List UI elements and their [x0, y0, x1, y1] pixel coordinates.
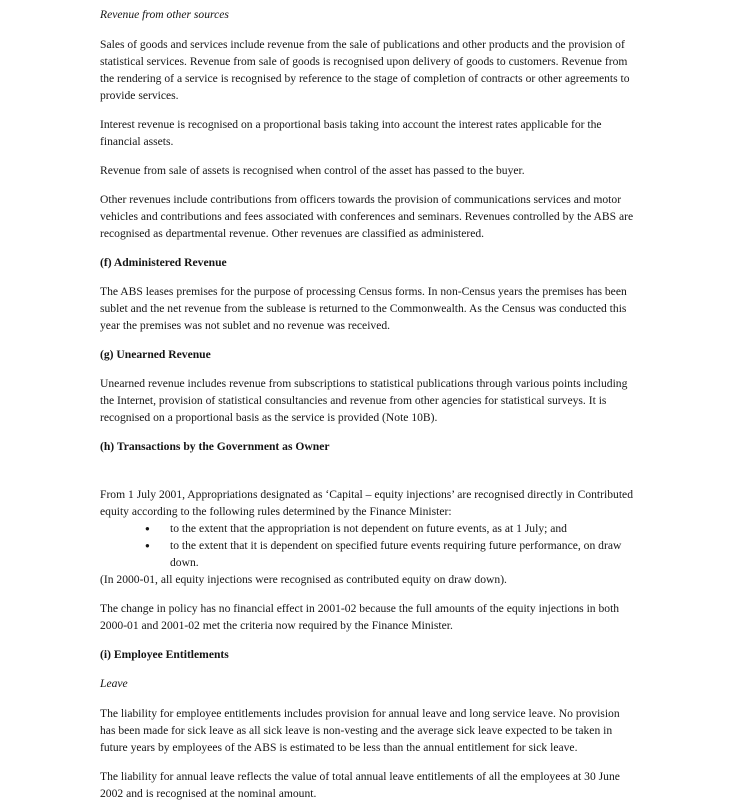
- paragraph-interest-revenue: Interest revenue is recognised on a proportional basis taking into account the interest rates applicable for the financial assets.: [100, 118, 602, 148]
- paragraph-appropriations-intro: From 1 July 2001, Appropriations designated as ‘Capital – equity injections’ are recognised directly in Contributed equity according to the following rules determined by the Finance Minister:: [100, 488, 633, 518]
- paragraph-equity-injections-note: (In 2000-01, all equity injections were recognised as contributed equity on draw down).: [100, 573, 507, 586]
- heading-unearned-revenue: (g) Unearned Revenue: [100, 348, 211, 361]
- paragraph-unearned-revenue: Unearned revenue includes revenue from subscriptions to statistical publications through various points including the Internet, provision of statistical consultancies and revenue from other agencies for statistical surveys. It is recognised on a proportional basis as the service is provided (Note 10B).: [100, 377, 628, 424]
- paragraph-liability-employee-entitlements: The liability for employee entitlements includes provision for annual leave and long service leave. No provision has been made for sick leave as all sick leave is non-vesting and the average sick leave expected to be taken in future years by employees of the ABS is estimated to be less than the annual entitlement for sick leave.: [100, 707, 620, 754]
- appropriation-rules-list: [100, 520, 637, 571]
- heading-revenue-from-other-sources: Revenue from other sources: [100, 8, 229, 21]
- subheading-leave: Leave: [100, 677, 128, 690]
- list-item: ● to the extent that the appropriation is not dependent on future events, as at 1 July; and: [100, 520, 637, 537]
- paragraph-liability-annual-leave: The liability for annual leave reflects the value of total annual leave entitlements of all the employees at 30 June 2002 and is recognised at the nominal amount.: [100, 770, 620, 800]
- list-item: ● to the extent that it is dependent on specified future events requiring future performance, on draw down.: [100, 537, 637, 571]
- paragraph-other-revenues: Other revenues include contributions from officers towards the provision of communications services and motor vehicles and contributions and fees associated with conferences and seminars. Revenues controlled by the ABS are recognised as departmental revenue. Other revenues are classified as administered.: [100, 193, 634, 240]
- paragraph-abs-leases-premises: The ABS leases premises for the purpose of processing Census forms. In non-Census years the premises has been sublet and the net revenue from the sublease is returned to the Commonwealth. As the Census was conducted this year the premises was not sublet and no revenue was received.: [100, 285, 627, 332]
- document-body: [100, 6, 637, 802]
- paragraph-revenue-sale-of-assets: Revenue from sale of assets is recognised when control of the asset has passed to the buyer.: [100, 164, 525, 177]
- heading-transactions-government-as-owner: (h) Transactions by the Government as Owner: [100, 440, 330, 453]
- heading-administered-revenue: (f) Administered Revenue: [100, 256, 227, 269]
- paragraph-change-in-policy: The change in policy has no financial effect in 2001-02 because the full amounts of the equity injections in both 2000-01 and 2001-02 met the criteria now required by the Finance Minister.: [100, 602, 620, 632]
- paragraph-sales-of-goods: Sales of goods and services include revenue from the sale of publications and other products and the provision of statistical services. Revenue from sale of goods is recognised upon delivery of goods to customers. Revenue from the rendering of a service is recognised by reference to the stage of completion of contracts or other agreements to provide services.: [100, 38, 630, 102]
- heading-employee-entitlements: (i) Employee Entitlements: [100, 648, 229, 661]
